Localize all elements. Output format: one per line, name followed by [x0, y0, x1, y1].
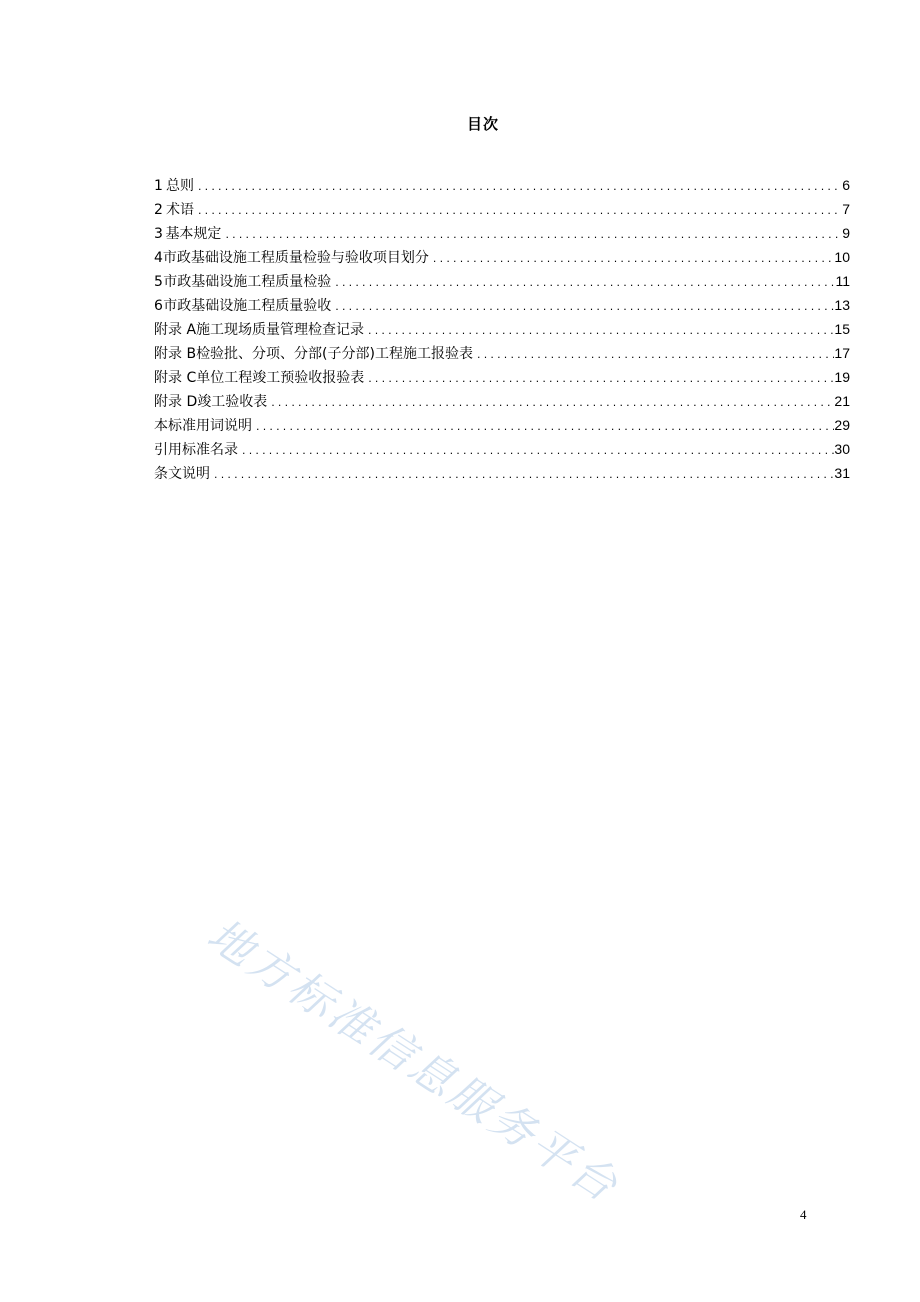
toc-leader-dots: [477, 343, 834, 367]
toc-entry-number: 附录 A: [154, 322, 197, 338]
toc-leader-dots: [433, 247, 835, 271]
toc-entry-appendix-b[interactable]: [154, 341, 850, 365]
toc-entry-title: 条文说明: [154, 466, 210, 482]
toc-entry-page: 29: [834, 417, 850, 433]
toc-entry-page: 30: [834, 441, 850, 457]
table-of-contents: [154, 173, 850, 485]
toc-entry-title: 施工现场质量管理检查记录: [196, 322, 365, 338]
page-title: 目次: [466, 115, 499, 133]
toc-entry-page: 15: [834, 321, 850, 337]
toc-entry-6[interactable]: [154, 293, 850, 317]
toc-entry-number: 1: [154, 178, 163, 194]
toc-entry-page: 9: [842, 225, 850, 241]
toc-entry-title: 市政基础设施工程质量检验与验收项目划分: [162, 250, 429, 266]
toc-entry-number: 5: [154, 274, 163, 290]
toc-entry-title: 术语: [165, 202, 194, 218]
toc-entry-title: 市政基础设施工程质量验收: [163, 298, 332, 314]
toc-entry-title: 引用标准名录: [154, 442, 238, 458]
toc-leader-dots: [335, 295, 834, 319]
toc-leader-dots: [368, 319, 834, 343]
page-number: 4: [800, 1207, 807, 1222]
toc-entry-page: 17: [834, 345, 850, 361]
toc-leader-dots: [214, 463, 834, 487]
toc-entry-appendix-d[interactable]: [154, 389, 850, 413]
toc-entry-page: 19: [834, 369, 850, 385]
toc-leader-dots: [256, 415, 834, 439]
toc-leader-dots: [225, 223, 842, 247]
toc-entry-number: 3: [154, 226, 163, 242]
toc-entry-4[interactable]: [154, 245, 850, 269]
toc-leader-dots: [242, 439, 834, 463]
toc-entry-page: 6: [842, 177, 850, 193]
toc-entry-3[interactable]: [154, 221, 850, 245]
toc-entry-page: 21: [834, 393, 850, 409]
toc-entry-page: 11: [835, 273, 850, 289]
watermark: 地方标准信息服务平台: [198, 909, 629, 1214]
toc-leader-dots: [335, 271, 835, 295]
toc-entry-number: 2: [154, 202, 163, 218]
toc-entry-title: 基本规定: [165, 226, 222, 242]
toc-entry-page: 13: [834, 297, 850, 313]
toc-entry-number: 6: [154, 298, 163, 314]
toc-leader-dots: [198, 175, 842, 199]
toc-entry-number: 附录 C: [154, 370, 197, 386]
toc-leader-dots: [368, 367, 834, 391]
toc-entry-referenced-standards[interactable]: [154, 437, 850, 461]
toc-entry-title: 总则: [165, 178, 194, 194]
toc-entry-title: 竣工验收表: [197, 394, 268, 410]
toc-entry-wording-explanation[interactable]: [154, 413, 850, 437]
toc-entry-number: 附录 B: [154, 346, 197, 362]
toc-entry-page: 31: [834, 465, 850, 481]
toc-entry-number: 附录 D: [154, 394, 198, 410]
toc-entry-5[interactable]: [154, 269, 850, 293]
toc-entry-title: 本标准用词说明: [154, 418, 252, 434]
toc-entry-appendix-c[interactable]: [154, 365, 850, 389]
toc-entry-title: 市政基础设施工程质量检验: [163, 274, 332, 290]
toc-entry-number: 4: [154, 250, 163, 266]
toc-entry-clause-explanation[interactable]: [154, 461, 850, 485]
toc-entry-page: 7: [842, 201, 850, 217]
toc-entry-2[interactable]: [154, 197, 850, 221]
toc-leader-dots: [198, 199, 842, 223]
toc-entry-page: 10: [834, 249, 850, 265]
toc-entry-1[interactable]: [154, 173, 850, 197]
toc-leader-dots: [271, 391, 834, 415]
toc-entry-title: 检验批、分项、分部(子分部)工程施工报验表: [196, 346, 473, 362]
toc-entry-appendix-a[interactable]: [154, 317, 850, 341]
toc-entry-title: 单位工程竣工预验收报验表: [196, 370, 365, 386]
